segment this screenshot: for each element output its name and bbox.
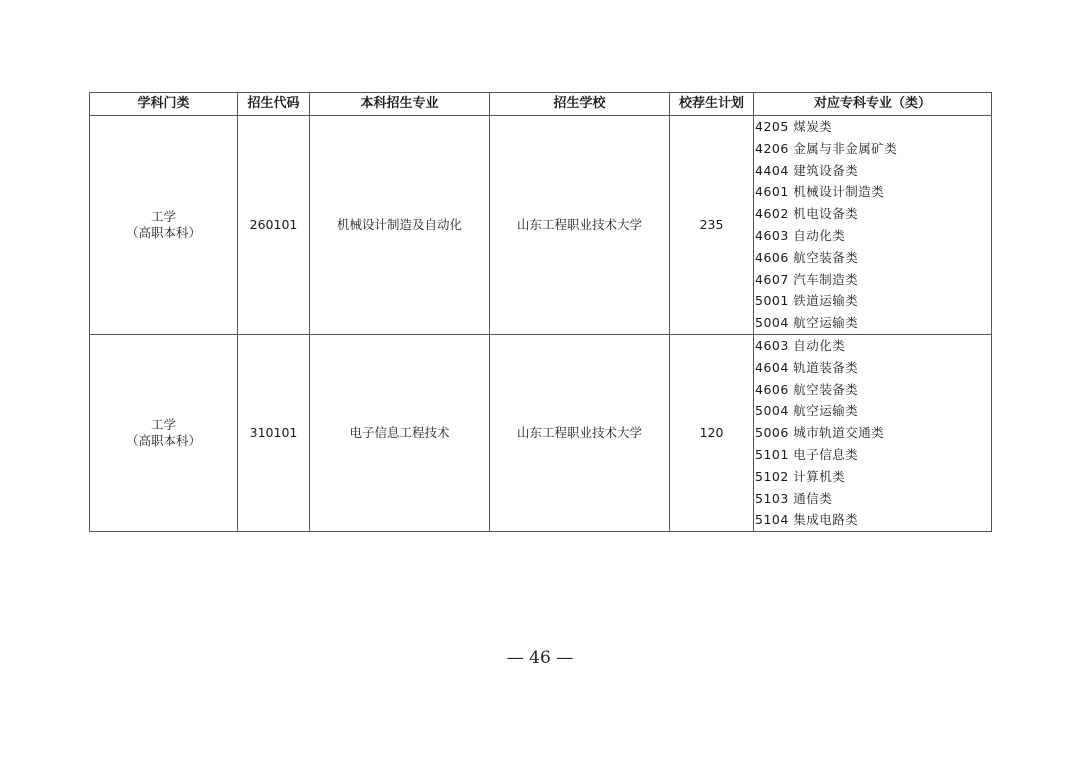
plan-cell: 235 (670, 116, 754, 335)
list-item: 4602 机电设备类 (755, 206, 859, 222)
page-number: — 46 — (506, 648, 574, 668)
category-cell (90, 334, 238, 531)
category-note: （高职本科） (125, 224, 201, 240)
major-cell: 电子信息工程技术 (310, 334, 490, 531)
table-row (90, 116, 992, 335)
list-item: 4601 机械设计制造类 (755, 184, 885, 200)
plan-cell: 120 (670, 334, 754, 531)
major-cell: 机械设计制造及自动化 (310, 116, 490, 335)
list-item: 4206 金属与非金属矿类 (755, 140, 898, 156)
list-item: 5101 电子信息类 (755, 446, 859, 462)
list-item: 5001 铁道运输类 (755, 293, 859, 309)
admissions-table (89, 92, 992, 532)
counterpart-cell (754, 334, 992, 531)
list-item: 4607 汽车制造类 (755, 271, 859, 287)
code-cell: 260101 (238, 116, 310, 335)
header-counterpart-majors: 对应专科专业（类） (754, 93, 992, 116)
list-item: 4404 建筑设备类 (755, 162, 859, 178)
header-school: 招生学校 (490, 93, 670, 116)
counterpart-list (754, 335, 991, 531)
list-item: 4606 航空装备类 (755, 249, 859, 265)
list-item: 5102 计算机类 (755, 468, 846, 484)
list-item: 5006 城市轨道交通类 (755, 425, 885, 441)
list-item: 4603 自动化类 (755, 337, 846, 353)
list-item: 4606 航空装备类 (755, 381, 859, 397)
category-cell (90, 116, 238, 335)
list-item: 4604 轨道装备类 (755, 359, 859, 375)
category-name: 工学 (150, 209, 176, 225)
header-recommended-plan: 校荐生计划 (670, 93, 754, 116)
counterpart-list (754, 116, 991, 334)
header-admission-code: 招生代码 (238, 93, 310, 116)
table-header-row (90, 93, 992, 116)
list-item: 4603 自动化类 (755, 227, 846, 243)
category-name: 工学 (150, 417, 176, 433)
list-item: 4205 煤炭类 (755, 119, 833, 134)
counterpart-cell (754, 116, 992, 335)
category-note: （高职本科） (125, 433, 201, 449)
header-undergraduate-major: 本科招生专业 (310, 93, 490, 116)
list-item: 5104 集成电路类 (755, 512, 859, 528)
list-item: 5004 航空运输类 (755, 315, 859, 331)
list-item: 5103 通信类 (755, 490, 833, 506)
school-cell: 山东工程职业技术大学 (490, 116, 670, 335)
table-row (90, 334, 992, 531)
code-cell: 310101 (238, 334, 310, 531)
school-cell: 山东工程职业技术大学 (490, 334, 670, 531)
list-item: 5004 航空运输类 (755, 403, 859, 419)
header-subject-category: 学科门类 (90, 93, 238, 116)
